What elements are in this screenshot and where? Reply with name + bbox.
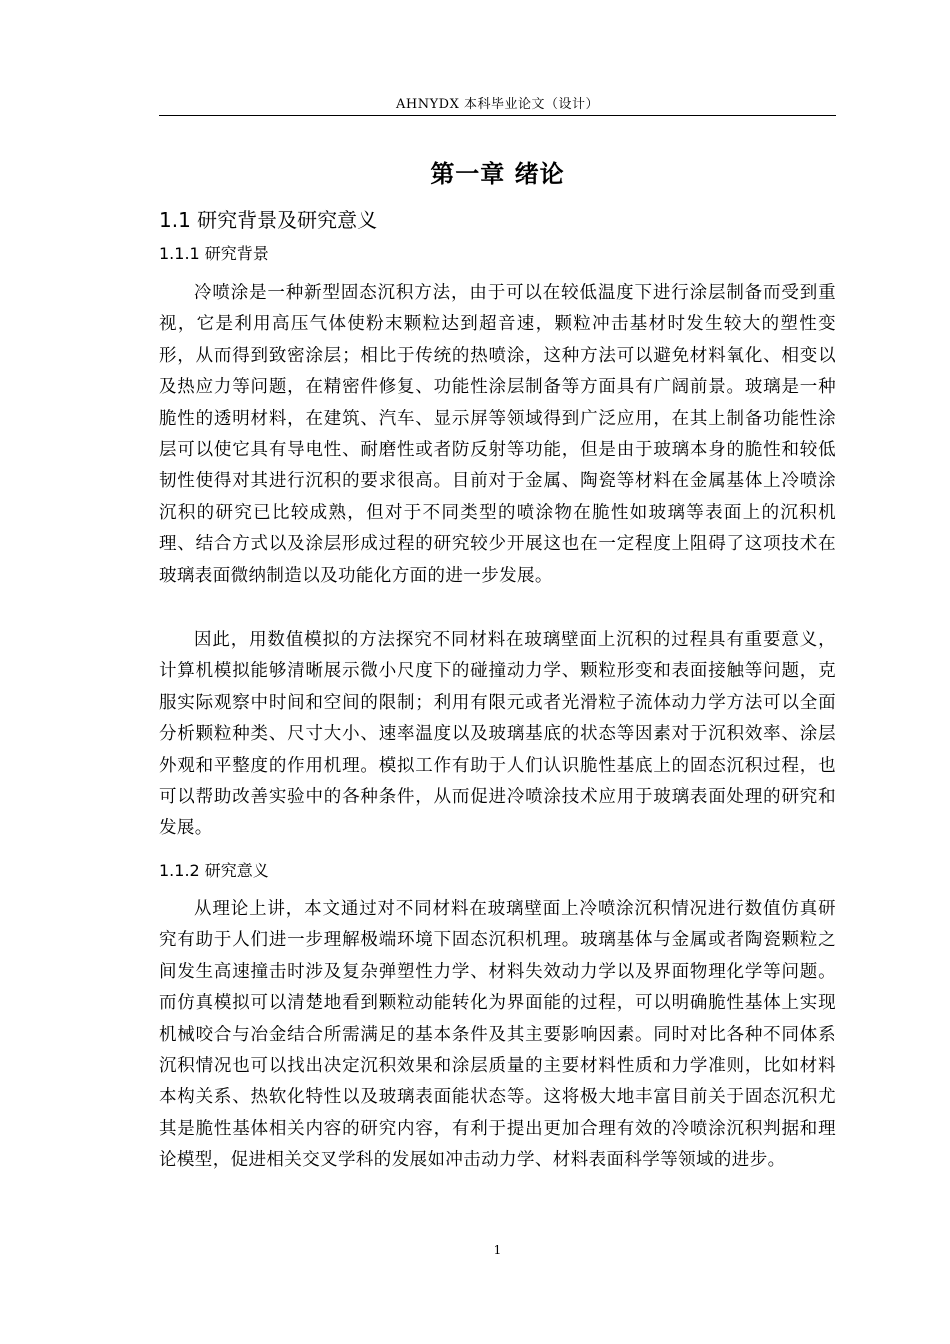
running-header: AHNYDX 本科毕业论文（设计） <box>396 97 599 112</box>
body-paragraph-3: 从理论上讲，本文通过对不同材料在玻璃壁面上冷喷涂沉积情况进行数值仿真研究有助于人们进一步理解极端环境下固态沉积机理。玻璃基体与金属或者陶瓷颗粒之间发生高速撞击时涉及复杂弹塑性力学、材料失效动力学以及界面物理化学等问题。而仿真模拟可以清楚地看到颗粒动能转化为界面能的过程，可以明确脆性基体上实现机械咬合与冶金结合所需满足的基本条件及其主要影响因素。同时对比各种不同体系沉积情况也可以找出决定沉积效果和涂层质量的主要材料性质和力学准则，比如材料本构关系、热软化特性以及玻璃表面能状态等。这将极大地丰富目前关于固态沉积尤其是脆性基体相关内容的研究内容，有利于提出更加合理有效的冷喷涂沉积判据和理论模型，促进相关交叉学科的发展如冲击动力学、材料表面科学等领域的进步。 <box>159 899 836 1171</box>
page-number: 1 <box>493 1243 502 1257</box>
section-heading-1-1: 1.1 研究背景及研究意义 <box>159 208 378 232</box>
subsection-heading-1-1-2: 1.1.2 研究意义 <box>159 861 269 880</box>
subsection-heading-1-1-1: 1.1.1 研究背景 <box>159 244 269 263</box>
body-paragraph-2: 因此，用数值模拟的方法探究不同材料在玻璃壁面上沉积的过程具有重要意义，计算机模拟能够清晰展示微小尺度下的碰撞动力学、颗粒形变和表面接触等问题，克服实际观察中时间和空间的限制；利用有限元或者光滑粒子流体动力学方法可以全面分析颗粒种类、尺寸大小、速率温度以及玻璃基底的状态等因素对于沉积效率、涂层外观和平整度的作用机理。模拟工作有助于人们认识脆性基底上的固态沉积过程，也可以帮助改善实验中的各种条件，从而促进冷喷涂技术应用于玻璃表面处理的研究和发展。 <box>159 630 836 839</box>
chapter-title: 第一章 绪论 <box>430 160 565 188</box>
header-rule <box>159 115 836 116</box>
body-paragraph-1: 冷喷涂是一种新型固态沉积方法，由于可以在较低温度下进行涂层制备而受到重视，它是利用高压气体使粉末颗粒达到超音速，颗粒冲击基材时发生较大的塑性变形，从而得到致密涂层；相比于传统的热喷涂，这种方法可以避免材料氧化、相变以及热应力等问题，在精密件修复、功能性涂层制备等方面具有广阔前景。玻璃是一种脆性的透明材料，在建筑、汽车、显示屏等领域得到广泛应用，在其上制备功能性涂层可以使它具有导电性、耐磨性或者防反射等功能，但是由于玻璃本身的脆性和较低韧性使得对其进行沉积的要求很高。目前对于金属、陶瓷等材料在金属基体上冷喷涂沉积的研究已比较成熟，但对于不同类型的喷涂物在脆性如玻璃等表面上的沉积机理、结合方式以及涂层形成过程的研究较少开展这也在一定程度上阻碍了这项技术在玻璃表面微纳制造以及功能化方面的进一步发展。 <box>159 283 836 586</box>
